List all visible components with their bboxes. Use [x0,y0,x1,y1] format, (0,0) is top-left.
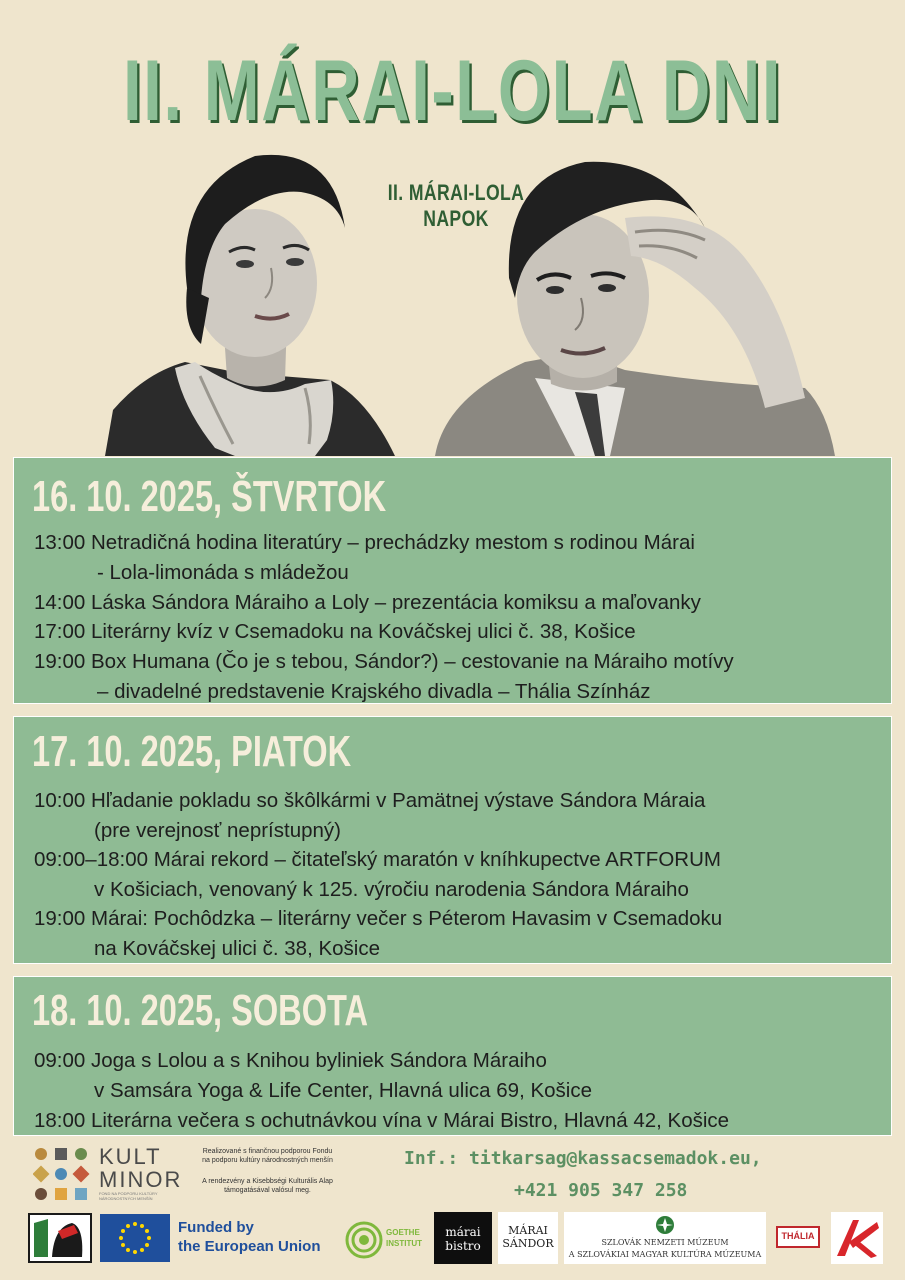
event-line: 09:00 Joga s Lolou a s Knihou byliniek Sándora Máraiho [34,1049,547,1072]
day-section-3 [13,976,892,1136]
event-line: v Košiciach, venovaný k 125. výročiu narodenia Sándora Máraiho [94,878,689,901]
eu-funded-line1: Funded by [178,1219,254,1236]
marai-sandor-logo [498,1212,558,1264]
kult-minor-tagline: FOND NA PODPORU KULTÚRY NÁRODNOSTNÝCH MENŠÍN [99,1191,158,1201]
day-heading: 18. 10. 2025, SOBOTA [32,986,369,1035]
event-line: na Kováčskej ulici č. 38, Košice [94,937,380,960]
event-line: 19:00 Box Humana (Čo je s tebou, Sándor?) – cestovanie na Máraiho motívy [34,650,734,673]
goethe-line2: INSTITUT [386,1239,422,1248]
kult-minor-logo-icon [33,1146,93,1202]
thalia-logo [772,1214,824,1262]
museum-line2: A SZLOVÁKIAI MAGYAR KULTÚRA MÚZEUMA [568,1250,762,1259]
eu-stars-icon [100,1214,170,1262]
day-section-2 [13,716,892,964]
event-line: (pre verejnosť neprístupný) [94,819,341,842]
event-line: v Samsára Yoga & Life Center, Hlavná ulica 69, Košice [94,1079,592,1102]
bistro-line1: márai [445,1225,481,1239]
contact-phone: +421 905 347 258 [514,1180,688,1201]
event-line: 14:00 Láska Sándora Máraiho a Loly – prezentácia komiksu a maľovanky [34,591,701,614]
funding-text-hu: A rendezvény a Kisebbségi Kulturális Alap támogatásával valósul meg. [202,1178,333,1195]
kosice-logo-icon [831,1212,883,1264]
csemadok-logo-icon [28,1213,92,1263]
museum-line1: SZLOVÁK NEMZETI MÚZEUM [601,1238,729,1247]
eu-flag [100,1214,170,1262]
event-line: – divadelné predstavenie Krajského divadla – Thália Színház [97,680,651,703]
museum-logo [564,1212,766,1264]
page-subtitle: II. MÁRAI-LOLA NAPOK [387,180,525,231]
bistro-line2: bistro [445,1239,481,1253]
day-heading: 16. 10. 2025, ŠTVRTOK [32,472,387,521]
day-section-1 [13,457,892,704]
event-line: 19:00 Márai: Pochôdzka – literárny večer s Péterom Havasim v Csemadoku [34,907,723,930]
museum-emblem-icon [655,1215,675,1235]
goethe-logo-icon [344,1220,384,1260]
contact-email: Inf.: titkarsag@kassacsemadok.eu, [404,1148,762,1169]
event-line: 17:00 Literárny kvíz v Csemadoku na Kováčskej ulici č. 38, Košice [34,620,636,643]
event-line: 18:00 Literárna večera s ochutnávkou vína v Márai Bistro, Hlavná 42, Košice [34,1109,730,1132]
event-line: 10:00 Hľadanie pokladu so škôlkármi v Pamätnej výstave Sándora Máraia [34,789,706,812]
event-line: 09:00–18:00 Márai rekord – čitateľský maratón v kníhkupectve ARTFORUM [34,848,721,871]
event-line: 13:00 Netradičná hodina literatúry – prechádzky mestom s rodinou Márai [34,531,695,554]
page-title: II. MÁRAI-LOLA DNI [122,43,783,139]
marai-bistro-logo [434,1212,492,1264]
goethe-line1: GOETHE [386,1228,420,1237]
kult-minor-word1: KULT [99,1144,162,1169]
sandor-line2: SÁNDOR [502,1237,554,1250]
sandor-line1: MÁRAI [508,1224,548,1237]
event-line: - Lola-limonáda s mládežou [97,561,349,584]
kult-minor-word2: MINOR [99,1167,183,1192]
thalia-text: THÁLIA [781,1231,815,1241]
funding-text-sk: Realizované s finančnou podporou Fondu na podporu kultúry národnostných menšín [202,1148,333,1165]
eu-funded-line2: the European Union [178,1238,321,1255]
day-heading: 17. 10. 2025, PIATOK [32,727,352,776]
